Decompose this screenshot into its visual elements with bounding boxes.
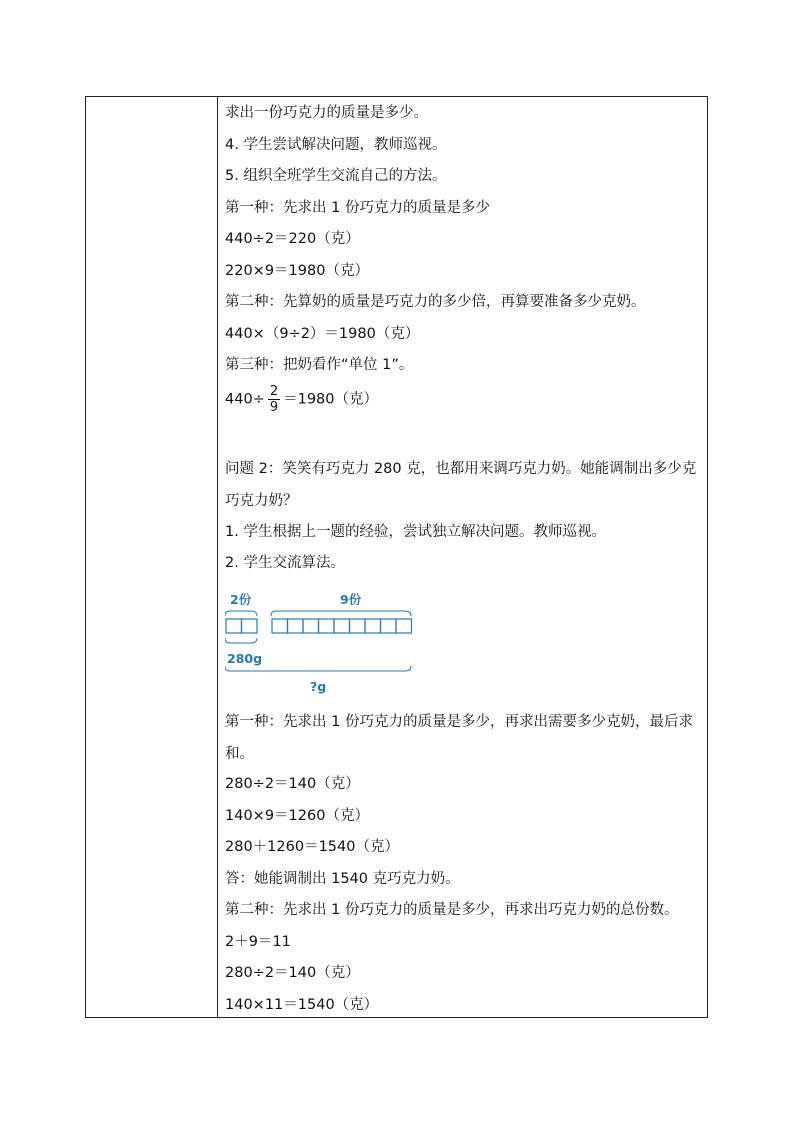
diagram-label-total: ?g [310,679,327,694]
fraction-prefix: 440÷ [225,391,265,408]
segment-diagram [225,591,425,701]
fraction-suffix: ＝1980（克） [283,391,379,408]
lesson-table [85,96,708,1018]
text-line: 140×9＝1260（克） [225,808,369,824]
text-line: 280＋1260＝1540（克） [225,839,399,855]
top-brace-left [225,611,257,616]
text-line: 140×11＝1540（克） [225,997,379,1013]
part-box [226,619,242,633]
text-line: 第二种：先算奶的质量是巧克力的多少倍，再算要准备多少克奶。 [225,294,646,310]
diagram-label-2-parts: 2份 [230,592,252,607]
text-line: 2＋9＝11 [225,934,291,950]
bottom-brace-total [225,666,411,671]
text-line: 求出一份巧克力的质量是多少。 [225,105,428,121]
part-box [272,619,288,633]
text-line: 第二种：先求出 1 份巧克力的质量是多少，再求出巧克力奶的总份数。 [225,902,679,918]
fraction [268,384,280,415]
method-1: 第一种：先求出 1 份巧克力的质量是多少，再求出需要多少克奶，最后求和。 [225,714,693,762]
text-line: 440×（9÷2）＝1980（克） [225,326,420,342]
text-line: 4. 学生尝试解决问题，教师巡视。 [225,137,447,153]
text-line: 2. 学生交流算法。 [225,555,345,571]
part-box [396,619,412,633]
text-line: 280÷2＝140（克） [225,776,360,792]
text-line: 220×9＝1980（克） [225,263,369,279]
chocolate-boxes [226,619,257,633]
fraction-equation [225,384,378,415]
part-box [381,619,397,633]
part-box [334,619,350,633]
problem-2: 问题 2：笑笑有巧克力 280 克，也都用来调巧克力奶。她能调制出多少克巧克力奶？ [225,461,697,509]
fraction-numerator: 2 [269,384,279,399]
part-box [365,619,381,633]
part-box [303,619,319,633]
part-box [242,619,258,633]
part-box [350,619,366,633]
text-line: 5. 组织全班学生交流自己的方法。 [225,168,447,184]
text-line: 1. 学生根据上一题的经验，尝试独立解决问题。教师巡视。 [225,524,606,540]
text-line: 440÷2＝220（克） [225,231,360,247]
fraction-denominator: 9 [269,400,279,415]
text-line: 第三种：把奶看作“单位 1”。 [225,357,414,373]
part-box [319,619,335,633]
part-box [288,619,304,633]
column-divider [217,97,218,1017]
diagram-label-9-parts: 9份 [340,592,362,607]
text-line: 第一种：先求出 1 份巧克力的质量是多少 [225,200,490,216]
bottom-brace-left [225,638,257,643]
top-brace-right [271,611,411,616]
text-line: 280÷2＝140（克） [225,965,360,981]
answer-line: 答：她能调制出 1540 克巧克力奶。 [225,871,460,887]
milk-boxes [272,619,412,633]
diagram-label-280g: 280g [227,651,263,666]
